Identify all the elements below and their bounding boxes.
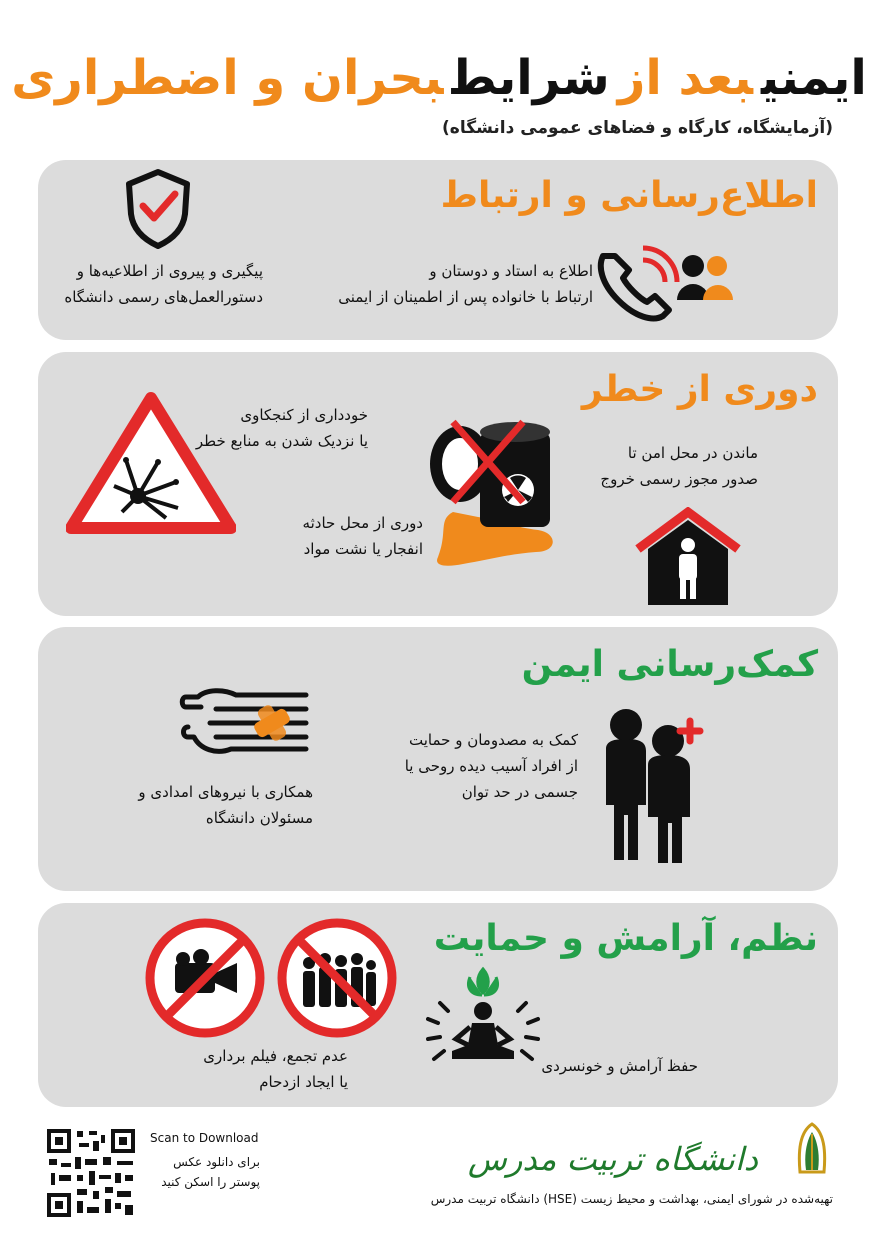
scan-label-fa: برای دانلود عکس پوستر را اسکن کنید xyxy=(161,1155,260,1189)
qr-code-icon[interactable] xyxy=(45,1127,137,1219)
title-word-3: شرایط xyxy=(451,50,610,106)
title-word-4: بحران و اضطراری xyxy=(11,50,444,106)
section-heading: نظم، آرامش و حمایت xyxy=(433,918,818,959)
section-safe-help xyxy=(38,627,838,891)
item-text: پیگیری و پیروی از اطلاعیه‌ها و دستورالعمل‌های رسمی دانشگاه xyxy=(64,262,263,306)
section-danger-distance xyxy=(38,352,838,616)
page-title xyxy=(0,48,878,108)
no-crowd-no-camera-icon xyxy=(143,917,401,1039)
item-text: اطلاع به استاد و دوستان و ارتباط با خانواده پس از اطمینان از ایمنی xyxy=(338,262,593,306)
section-communication xyxy=(38,160,838,340)
item-text: حفظ آرامش و خونسردی xyxy=(541,1057,698,1075)
item-text: ماندن در محل امن تا صدور مجوز رسمی خروج xyxy=(600,444,758,488)
shelter-person-icon xyxy=(633,507,743,607)
section-heading: دوری از خطر xyxy=(581,369,818,410)
shield-check-icon xyxy=(123,168,193,250)
section-heading: کمک‌رسانی ایمن xyxy=(521,644,818,685)
footer-note: تهیه‌شده در شورای ایمنی، بهداشت و محیط زیست (HSE) دانشگاه تربیت مدرس xyxy=(430,1192,833,1206)
page-subtitle: (آزمایشگاه، کارگاه و فضاهای عمومی دانشگاه) xyxy=(442,118,833,138)
bandaged-hand-icon xyxy=(176,675,311,765)
item-text: همکاری با نیروهای امدادی و مسئولان دانشگاه xyxy=(138,783,313,827)
phone-people-icon xyxy=(593,238,743,328)
university-logo-text: دانشگاه تربیت مدرس xyxy=(467,1140,758,1178)
item-text: خودداری از کنجکاوی یا نزدیک شدن به منابع خطر xyxy=(195,406,368,450)
university-emblem-icon xyxy=(792,1120,832,1176)
item-text: کمک به مصدومان و حمایت از افراد آسیب دیده روحی یا جسمی در حد توان xyxy=(404,731,578,801)
title-word-1: ایمنی xyxy=(760,50,867,106)
helping-people-icon xyxy=(598,705,718,865)
item-text: دوری از محل حادثه انفجار یا نشت مواد xyxy=(302,514,423,558)
item-text: عدم تجمع، فیلم برداری یا ایجاد ازدحام xyxy=(203,1047,348,1091)
barrel-leak-icon xyxy=(418,402,568,577)
section-order-calm xyxy=(38,903,838,1107)
section-heading: اطلاع‌رسانی و ارتباط xyxy=(440,175,818,216)
title-word-2: بعد از xyxy=(617,50,753,106)
scan-label-en: Scan to Download xyxy=(150,1131,259,1145)
